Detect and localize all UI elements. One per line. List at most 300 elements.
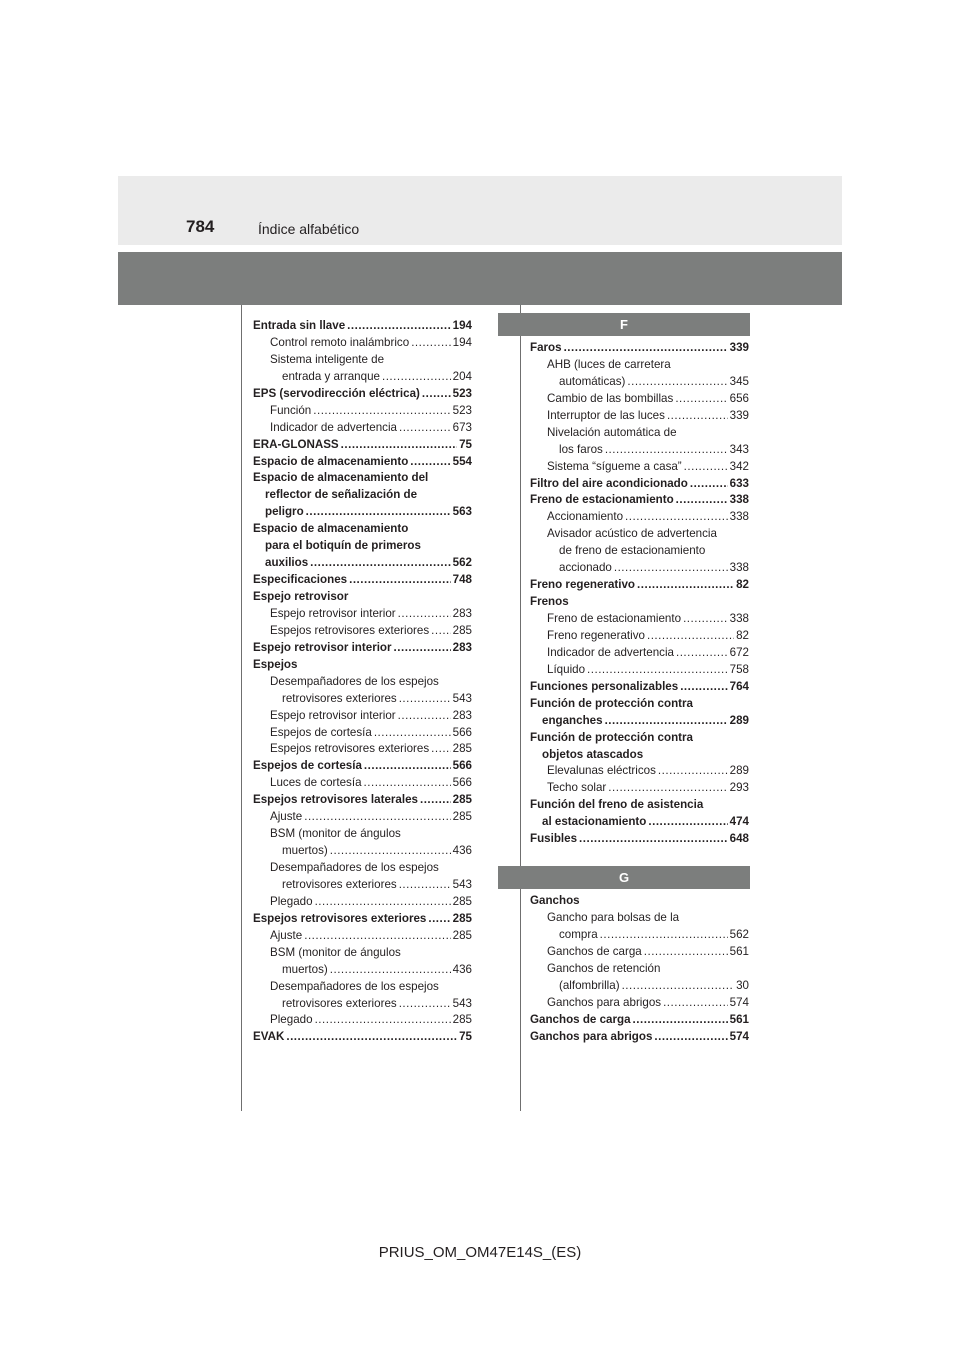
index-entry <box>530 944 749 961</box>
index-line-with-page <box>253 403 472 420</box>
index-entry <box>530 628 749 645</box>
entry-label: Fusibles <box>530 832 578 846</box>
index-line-with-page <box>530 645 749 662</box>
index-entry <box>530 763 749 780</box>
dot-leader <box>680 679 727 696</box>
dot-leader <box>313 403 450 420</box>
page-reference: 436 <box>452 844 472 858</box>
entry-label: Espejos retrovisores exteriores <box>270 742 430 756</box>
entry-label: Función de protección contra <box>530 696 693 710</box>
page-reference: 285 <box>452 894 472 908</box>
dot-leader <box>398 606 451 623</box>
entry-label: Espejos de cortesía <box>270 725 372 739</box>
page-reference: 283 <box>452 606 472 620</box>
page-reference: 289 <box>729 713 749 727</box>
index-entry <box>253 335 472 352</box>
dot-leader <box>625 509 728 526</box>
index-entry <box>530 391 749 408</box>
page-reference: 656 <box>729 391 749 405</box>
entry-label: Plegado <box>270 894 313 908</box>
index-line <box>530 696 749 713</box>
page-reference: 338 <box>729 612 749 625</box>
entry-label: Ganchos de retención <box>547 961 661 975</box>
page-reference: 285 <box>452 911 472 925</box>
index-entry <box>530 995 749 1012</box>
page-reference: 285 <box>452 928 472 942</box>
index-entry <box>253 572 472 589</box>
page-reference: 285 <box>452 742 472 756</box>
entry-label: retrovisores exteriores <box>282 691 397 705</box>
dot-leader <box>315 894 451 911</box>
letter-header-g: G <box>498 866 750 889</box>
dot-leader <box>627 374 727 391</box>
page-reference: 574 <box>729 995 749 1009</box>
index-entry <box>530 425 749 459</box>
index-line-with-page <box>253 1012 472 1029</box>
index-entry <box>253 420 472 437</box>
index-line-with-page <box>253 504 472 521</box>
entry-label: Elevalunas eléctricos <box>547 764 656 778</box>
index-entry <box>253 945 472 979</box>
entry-label: BSM (monitor de ángulos <box>270 945 401 959</box>
dot-leader <box>330 843 451 860</box>
index-line-with-page <box>530 340 749 357</box>
entry-label: Ganchos para abrigos <box>530 1029 653 1043</box>
index-line-with-page <box>530 459 749 476</box>
entry-label: entrada y arranque <box>282 369 380 383</box>
page-reference: 672 <box>729 645 749 659</box>
dot-leader <box>347 318 451 335</box>
index-line-with-page <box>530 679 749 696</box>
index-line <box>253 487 472 504</box>
dot-leader <box>330 962 451 979</box>
index-entry <box>253 640 472 657</box>
entry-label: Ajuste <box>270 810 303 824</box>
index-line-with-page <box>253 758 472 775</box>
dot-leader <box>675 391 727 408</box>
index-entry <box>530 577 749 594</box>
index-entry <box>253 860 472 894</box>
index-entry <box>253 725 472 742</box>
index-line <box>530 797 749 814</box>
index-entry <box>253 809 472 826</box>
index-entry <box>253 318 472 335</box>
entry-label: Espejos de cortesía <box>253 759 362 773</box>
page-reference: 289 <box>729 764 749 778</box>
dot-leader <box>600 927 728 944</box>
index-line-with-page <box>530 1012 749 1029</box>
index-entry <box>530 408 749 425</box>
page-reference: 339 <box>729 341 749 354</box>
dot-leader <box>605 442 728 459</box>
page-reference: 82 <box>736 628 749 642</box>
page-reference: 758 <box>729 662 749 676</box>
index-line-with-page <box>253 386 472 403</box>
entry-label: Espejos retrovisores exteriores <box>253 911 427 925</box>
page-reference: 543 <box>452 996 472 1010</box>
index-entry <box>530 696 749 730</box>
index-entry <box>253 894 472 911</box>
entry-label: AHB (luces de carretera <box>547 357 671 371</box>
entry-label: Ganchos <box>530 894 580 907</box>
dot-leader <box>349 572 451 589</box>
dot-leader <box>399 996 451 1013</box>
index-line-with-page <box>253 437 472 454</box>
entry-label: Filtro del aire acondicionado <box>530 476 688 490</box>
index-line-with-page <box>530 831 749 848</box>
index-entry <box>530 961 749 995</box>
entry-label: Desempañadores de los espejos <box>270 674 439 688</box>
entry-label: Techo solar <box>547 781 607 795</box>
index-line-with-page <box>530 944 749 961</box>
page-reference: 633 <box>729 476 749 490</box>
entry-label: Indicador de advertencia <box>547 645 674 659</box>
index-line <box>253 860 472 877</box>
index-line <box>530 425 749 442</box>
entry-label: Accionamiento <box>547 510 624 524</box>
dot-leader <box>374 725 451 742</box>
index-entry <box>530 662 749 679</box>
index-line-with-page <box>253 335 472 352</box>
dot-leader <box>286 1029 457 1046</box>
index-column-left <box>253 318 472 1046</box>
dot-leader <box>304 809 450 826</box>
entry-label: Avisador acústico de advertencia <box>547 527 717 541</box>
index-entry <box>253 928 472 945</box>
section-title: Índice alfabético <box>258 221 360 237</box>
page-reference: 673 <box>452 420 472 434</box>
page-reference: 285 <box>452 1013 472 1027</box>
index-line-with-page <box>530 628 749 645</box>
index-entry <box>530 357 749 391</box>
dot-leader <box>382 369 451 386</box>
index-entry <box>253 758 472 775</box>
entry-label: muertos) <box>282 844 328 858</box>
entry-label: Nivelación automática de <box>547 425 677 439</box>
page-reference: 75 <box>459 437 472 451</box>
index-entry <box>253 657 472 674</box>
page-reference: 338 <box>729 561 749 575</box>
index-line-with-page <box>530 995 749 1012</box>
page-reference: 574 <box>729 1029 749 1043</box>
dot-leader <box>647 628 734 645</box>
entry-label: Espejos retrovisores exteriores <box>270 623 430 637</box>
entry-label: Interruptor de las luces <box>547 408 665 422</box>
entry-label: Ganchos de carga <box>547 944 642 958</box>
page-reference: 75 <box>459 1030 472 1044</box>
index-line-with-page <box>530 577 749 594</box>
dot-leader <box>304 928 450 945</box>
page-reference: 339 <box>729 408 749 422</box>
index-line <box>530 730 749 747</box>
document-code: PRIUS_OM_OM47E14S_(ES) <box>378 1244 582 1261</box>
index-line <box>253 470 472 487</box>
entry-label: muertos) <box>282 962 328 976</box>
index-line-with-page <box>530 509 749 526</box>
index-entry <box>253 386 472 403</box>
entry-label: Entrada sin llave <box>253 319 346 332</box>
index-line <box>253 538 472 555</box>
dot-leader <box>676 645 728 662</box>
entry-label: Gancho para bolsas de la <box>547 910 680 924</box>
dot-leader <box>644 944 728 961</box>
index-entry <box>253 674 472 708</box>
index-entry <box>530 797 749 831</box>
page-reference: 566 <box>452 759 472 773</box>
entry-label: EPS (servodirección eléctrica) <box>253 386 420 400</box>
dot-leader <box>411 335 450 352</box>
dot-leader <box>608 780 727 797</box>
entry-label: Función <box>270 403 312 417</box>
index-entry <box>530 526 749 577</box>
page-reference: 285 <box>452 810 472 824</box>
column-divider-left <box>241 305 242 1111</box>
dot-leader <box>684 459 728 476</box>
index-line-with-page <box>253 894 472 911</box>
page-reference: 561 <box>729 944 749 958</box>
header-band <box>118 252 842 305</box>
index-line-with-page <box>253 691 472 708</box>
page-reference: 561 <box>729 1012 749 1026</box>
index-line-with-page <box>253 775 472 792</box>
page-reference: 338 <box>729 493 749 507</box>
page-reference: 338 <box>729 510 749 524</box>
page-reference: 194 <box>452 319 472 332</box>
index-entry <box>253 403 472 420</box>
index-entry <box>253 606 472 623</box>
index-section-g <box>530 893 749 1045</box>
index-line <box>530 543 749 560</box>
entry-label: (alfombrilla) <box>559 978 620 992</box>
dot-leader <box>399 420 451 437</box>
index-line-with-page <box>530 408 749 425</box>
dot-leader <box>431 623 451 640</box>
index-line-with-page <box>530 814 749 831</box>
dot-leader <box>614 560 728 577</box>
index-entry <box>253 437 472 454</box>
page-reference: 764 <box>729 679 749 693</box>
entry-label: BSM (monitor de ángulos <box>270 827 401 841</box>
entry-label: Espejos <box>253 657 298 671</box>
index-line-with-page <box>530 927 749 944</box>
entry-label: EVAK <box>253 1030 285 1044</box>
entry-label: Espacio de almacenamiento <box>253 522 409 536</box>
dot-leader <box>683 611 728 628</box>
page-reference: 204 <box>452 369 472 383</box>
header-bar <box>118 176 842 245</box>
entry-label: Faros <box>530 341 562 354</box>
index-entry <box>530 831 749 848</box>
dot-leader <box>676 492 728 509</box>
dot-leader <box>637 577 734 594</box>
index-line-with-page <box>253 640 472 657</box>
entry-label: objetos atascados <box>542 747 644 761</box>
entry-label: Espejo retrovisor interior <box>253 640 392 654</box>
index-line <box>530 594 749 611</box>
index-line-with-page <box>530 1029 749 1046</box>
index-entry <box>253 775 472 792</box>
index-line-with-page <box>253 420 472 437</box>
entry-label: Plegado <box>270 1013 313 1027</box>
index-entry <box>530 780 749 797</box>
entry-label: Espacio de almacenamiento del <box>253 471 429 485</box>
index-entry <box>253 1012 472 1029</box>
index-entry <box>530 459 749 476</box>
dot-leader <box>399 691 451 708</box>
page-reference: 285 <box>452 623 472 637</box>
index-entry <box>253 979 472 1013</box>
index-entry <box>253 589 472 606</box>
entry-label: Funciones personalizables <box>530 679 679 693</box>
index-entry <box>530 910 749 944</box>
entry-label: accionado <box>559 561 612 575</box>
page-reference: 345 <box>729 374 749 388</box>
entry-label: retrovisores exteriores <box>282 877 397 891</box>
index-line <box>253 979 472 996</box>
index-line-with-page <box>530 391 749 408</box>
index-line-with-page <box>253 792 472 809</box>
page-reference: 194 <box>452 335 472 349</box>
page-reference: 543 <box>452 691 472 705</box>
entry-label: Sistema “sígueme a casa” <box>547 459 682 473</box>
index-entry <box>253 792 472 809</box>
entry-label: Espacio de almacenamiento <box>253 454 409 468</box>
entry-label: Ajuste <box>270 928 303 942</box>
index-line <box>530 893 749 910</box>
entry-label: Freno de estacionamiento <box>547 612 682 625</box>
index-line-with-page <box>253 318 472 335</box>
index-line <box>530 961 749 978</box>
entry-label: Líquido <box>547 662 586 676</box>
dot-leader <box>398 708 451 725</box>
entry-label: Espejo retrovisor interior <box>270 708 396 722</box>
entry-label: Desempañadores de los espejos <box>270 979 439 993</box>
entry-label: Cambio de las bombillas <box>547 391 674 405</box>
entry-label: peligro <box>265 505 304 519</box>
index-line-with-page <box>253 911 472 928</box>
entry-label: Ganchos para abrigos <box>547 995 662 1009</box>
dot-leader <box>564 340 728 357</box>
index-line-with-page <box>253 606 472 623</box>
dot-leader <box>654 1029 727 1046</box>
entry-label: ERA-GLONASS <box>253 437 339 451</box>
entry-label: Sistema inteligente de <box>270 352 385 366</box>
entry-label: Control remoto inalámbrico <box>270 335 410 349</box>
index-line-with-page <box>253 741 472 758</box>
index-line <box>530 357 749 374</box>
index-entry <box>530 476 749 493</box>
index-line <box>253 945 472 962</box>
index-entry <box>530 492 749 509</box>
index-entry <box>530 611 749 628</box>
index-entry <box>253 708 472 725</box>
index-line <box>253 521 472 538</box>
page-reference: 648 <box>729 832 749 846</box>
letter-header-f: F <box>498 313 750 336</box>
index-entry <box>253 1029 472 1046</box>
dot-leader <box>399 877 451 894</box>
index-entry <box>253 911 472 928</box>
dot-leader <box>428 911 450 928</box>
dot-leader <box>315 1012 451 1029</box>
index-line <box>253 657 472 674</box>
entry-label: al estacionamiento <box>542 815 647 829</box>
entry-label: Especificaciones <box>253 573 348 587</box>
entry-label: retrovisores exteriores <box>282 996 397 1010</box>
entry-label: Función del freno de asistencia <box>530 798 704 812</box>
index-line-with-page <box>253 572 472 589</box>
index-line <box>253 826 472 843</box>
index-entry <box>253 352 472 386</box>
dot-leader <box>394 640 451 657</box>
dot-leader <box>658 763 728 780</box>
entry-label: Función de protección contra <box>530 730 693 744</box>
index-line-with-page <box>253 555 472 572</box>
page-reference: 343 <box>729 442 749 456</box>
entry-label: Espejo retrovisor <box>253 590 349 603</box>
entry-label: Ganchos de carga <box>530 1012 631 1026</box>
entry-label: compra <box>559 927 598 941</box>
entry-label: Luces de cortesía <box>270 776 362 790</box>
entry-label: los faros <box>559 442 603 456</box>
page-reference: 436 <box>452 962 472 976</box>
index-entry <box>530 645 749 662</box>
page-reference: 748 <box>452 573 472 587</box>
entry-label: enganches <box>542 713 603 727</box>
index-line-with-page <box>530 780 749 797</box>
index-entry <box>253 623 472 640</box>
index-line-with-page <box>530 374 749 391</box>
page-reference: 474 <box>729 815 749 829</box>
page-reference: 562 <box>452 556 472 570</box>
index-line-with-page <box>253 877 472 894</box>
dot-leader <box>431 741 451 758</box>
page-reference: 283 <box>452 640 472 654</box>
index-line-with-page <box>253 962 472 979</box>
dot-leader <box>364 775 451 792</box>
index-entry <box>253 454 472 471</box>
dot-leader <box>690 476 728 493</box>
dot-leader <box>579 831 728 848</box>
index-line-with-page <box>253 454 472 471</box>
index-line <box>253 352 472 369</box>
index-line-with-page <box>530 713 749 730</box>
page-reference: 566 <box>452 776 472 790</box>
entry-label: auxilios <box>265 556 309 570</box>
entry-label: Espejos retrovisores laterales <box>253 793 418 807</box>
entry-label: Desempañadores de los espejos <box>270 861 439 874</box>
index-line <box>530 910 749 927</box>
dot-leader <box>605 713 728 730</box>
entry-label: Espejo retrovisor interior <box>270 606 396 620</box>
page-reference: 562 <box>729 927 749 941</box>
index-entry <box>253 826 472 860</box>
page-reference: 523 <box>452 386 472 400</box>
index-line-with-page <box>253 1029 472 1046</box>
index-line-with-page <box>530 442 749 459</box>
index-line <box>253 589 472 606</box>
index-line-with-page <box>530 560 749 577</box>
index-entry <box>530 594 749 611</box>
page-reference: 283 <box>452 708 472 722</box>
page-reference: 554 <box>452 454 472 468</box>
dot-leader <box>587 662 728 679</box>
dot-leader <box>341 437 457 454</box>
dot-leader <box>622 978 735 995</box>
entry-label: Indicador de advertencia <box>270 420 397 434</box>
dot-leader <box>420 792 451 809</box>
dot-leader <box>410 454 450 471</box>
